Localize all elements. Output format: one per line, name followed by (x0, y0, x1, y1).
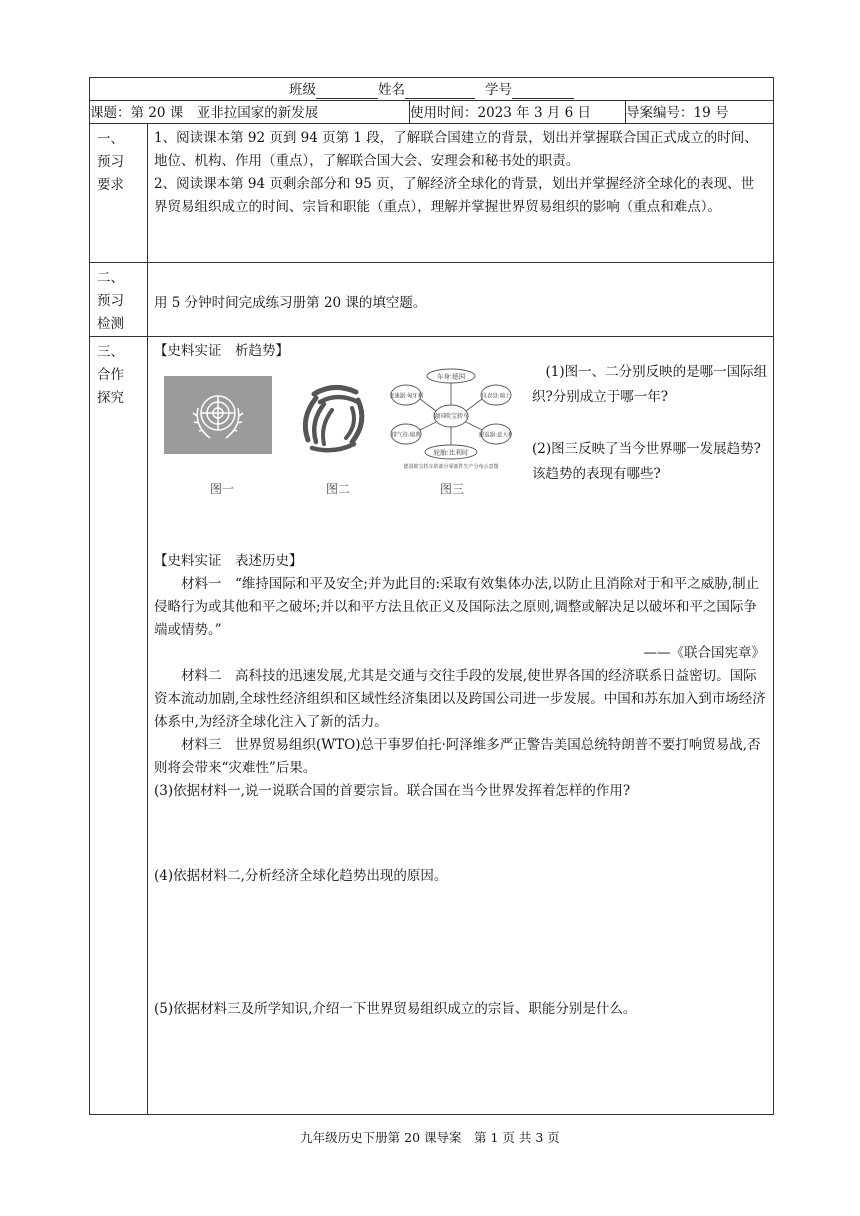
lesson-title: 课题：第 20 课 亚非拉国家的新发展 (90, 101, 410, 124)
student-info-row (90, 78, 774, 101)
section-1-label: 一、 预习 要求 (90, 124, 148, 263)
section-2-label: 二、 预习 检测 (90, 263, 148, 337)
section-3-label: 三、 合作 探究 (90, 337, 148, 1115)
requirement-item: 2、阅读课本第 94 页剩余部分和 95 页，了解经济全球化的背景，划出并掌握经济全球化的表现、世界贸易组织成立的时间、宗旨和职能（重点），理解并掌握世界贸易组织的影响（重点和难点）。 (154, 176, 755, 215)
answer-space-3[interactable] (154, 803, 767, 865)
fig3-exhaust-label: 排气管:瑞典 (391, 432, 421, 439)
question-1: (1)图一、二分别反映的是哪一国际组织?分别成立于哪一年? (532, 364, 768, 405)
figures-block (154, 340, 767, 515)
fig3-center-label: 德国欧宝轿车 (432, 413, 470, 420)
opel-parts-diagram (390, 368, 512, 486)
section-preview-check (90, 263, 774, 337)
part2-title: 【史料实证 表述历史】 (154, 553, 303, 569)
requirement-item: 1、阅读课本第 92 页到 94 页第 1 段，了解联合国建立的背景，划出并掌握联合国正式成立的时间、地位、机构、作用（重点），了解联合国大会、安理会和秘书处的职责。 (154, 130, 758, 169)
section-preview-requirements (90, 124, 774, 263)
fig1-caption: 图一 (210, 482, 235, 496)
name-label: 姓名 (378, 82, 405, 98)
class-label: 班级 (289, 82, 316, 98)
fig3-dashboard-label: 仪表盘:瑞士 (481, 393, 511, 400)
fig3-body-label: 车身:德国 (436, 372, 466, 381)
plan-number: 导案编号：19 号 (626, 101, 774, 124)
page-footer: 九年级历史下册第 20 课导案 第 1 页 共 3 页 (300, 1130, 560, 1145)
fig3-caption: 图三 (440, 482, 465, 496)
fig3-caption-text: 德国欧宝轿车的部分零部件生产分布示意图 (403, 464, 499, 470)
student-id-label: 学号 (485, 82, 512, 98)
material-1-source: ——《联合国宪章》 (643, 645, 765, 661)
question-3: (3)依据材料一,说一说联合国的首要宗旨。联合国在当今世界发挥着怎样的作用? (154, 783, 631, 799)
material-2: 材料二 高科技的迅速发展,尤其是交通与交往手段的发展,使世界各国的经济联系日益密切。国际资本流动加剧,全球性经济组织和区域性经济集团以及跨国公司进一步发展。中国和苏东加入到市场经济体系中,为经济全球化注入了新的活力。 (154, 668, 766, 730)
car-parts-diagram (390, 368, 512, 486)
class-blank[interactable] (316, 82, 378, 99)
wto-logo-figure (294, 378, 374, 456)
worksheet-table (89, 77, 774, 1115)
fig3-tire-label: 轮胎:比利时 (433, 448, 469, 457)
answer-space-4[interactable] (154, 888, 767, 998)
fig3-gearbox-label: 变速器:匈牙利 (390, 393, 424, 400)
question-5: (5)依据材料三及所学知识,介绍一下世界贸易组织成立的宗旨、职能分别是什么。 (154, 1001, 637, 1017)
preview-check-text: 用 5 分钟时间完成练习册第 20 课的填空题。 (154, 295, 427, 311)
question-2: (2)图三反映了当今世界哪一发展趋势?该趋势的表现有哪些? (532, 441, 761, 482)
usage-date: 使用时间：2023 年 3 月 6 日 (410, 101, 626, 124)
fig2-caption: 图二 (326, 482, 351, 496)
name-blank[interactable] (405, 82, 475, 99)
wto-logo-icon (294, 378, 374, 456)
un-emblem-icon (164, 376, 272, 454)
question-4: (4)依据材料二,分析经济全球化趋势出现的原因。 (154, 868, 448, 884)
material-3: 材料三 世界贸易组织(WTO)总干事罗伯托·阿泽维多严正警告美国总统特朗普不要打响贸易战,否则将会带来“灾难性”后果。 (154, 737, 761, 776)
part1-title: 【史料实证 析趋势】 (154, 343, 289, 359)
fig3-shock-label: 避震器:意大利 (478, 432, 512, 439)
materials-block (154, 550, 767, 1021)
student-id-blank[interactable] (512, 82, 574, 99)
section-cooperative-inquiry (90, 337, 774, 1115)
lesson-info-row (90, 101, 774, 124)
un-flag-figure (164, 376, 272, 454)
material-1: 材料一 “维持国际和平及安全;并为此目的:采取有效集体办法,以防止且消除对于和平之威胁,制止侵略行为或其他和平之破坏;并以和平方法且依正义及国际法之原则,调整或解决足以破坏和平之国际争端或情势。” (154, 576, 760, 638)
